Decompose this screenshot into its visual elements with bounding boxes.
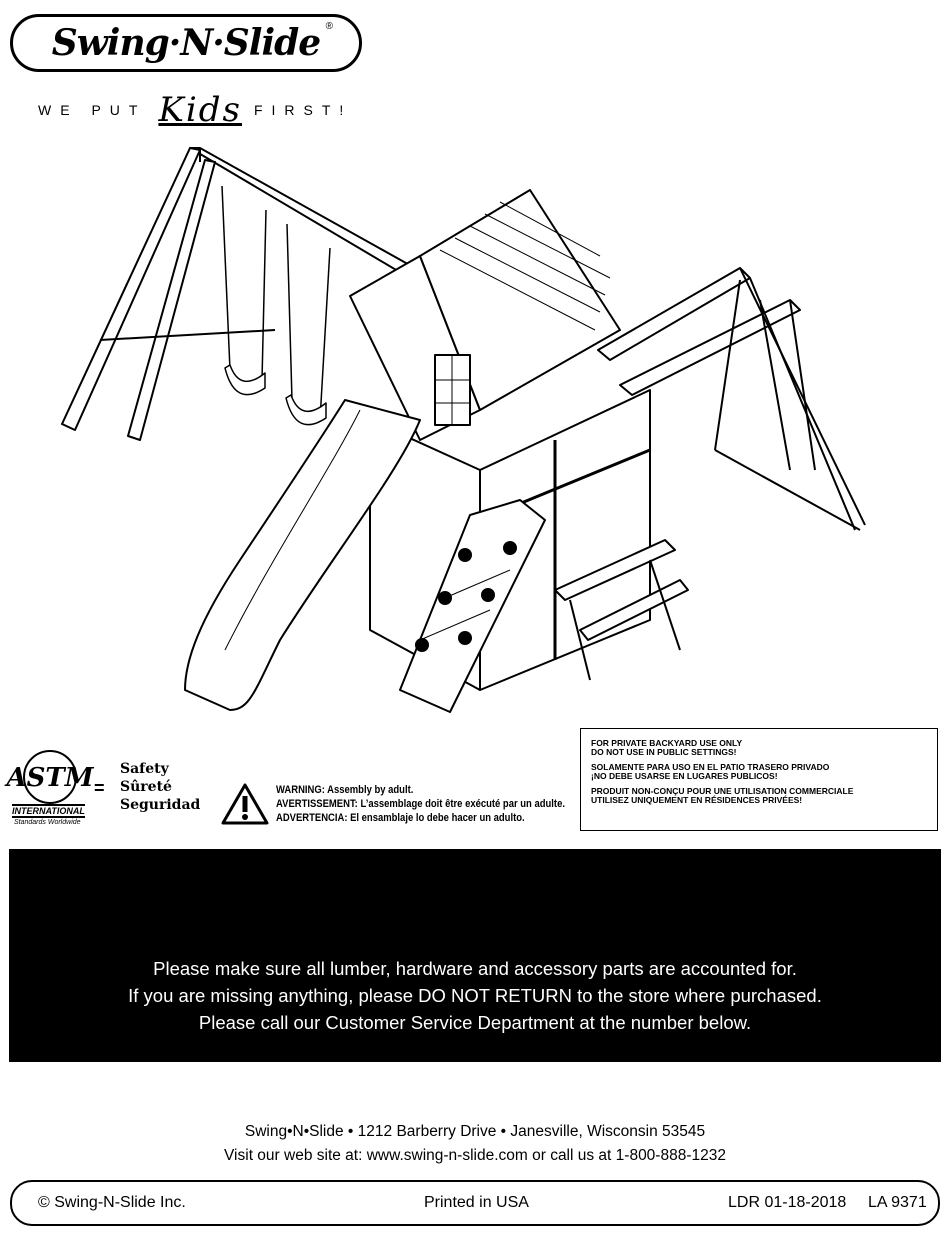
- parts-notice-banner: [9, 849, 941, 1062]
- registered-mark: ®: [325, 21, 333, 32]
- footer-copyright: © Swing-N-Slide Inc.: [38, 1194, 186, 1211]
- astm-subtitle: Standards Worldwide: [14, 819, 81, 826]
- footer-ldr: LDR 01-18-2018: [728, 1194, 847, 1211]
- warning-en: WARNING: Assembly by adult.: [276, 784, 414, 796]
- warning-es: ADVERTENCIA: El ensamblaje lo debe hacer un adulto.: [276, 812, 525, 824]
- banner-line-2: If you are missing anything, please DO NOT RETURN to the store where purchased.: [128, 985, 822, 1006]
- safety-fr: Sûreté: [120, 779, 172, 795]
- private-use-notice: [580, 728, 938, 831]
- brand-logo: [10, 14, 362, 72]
- footer-printed: Printed in USA: [424, 1194, 529, 1211]
- notice-fr-2: UTILISEZ UNIQUEMENT EN RÉSIDENCES PRIVÉES!: [591, 795, 803, 805]
- notice-en-1: FOR PRIVATE BACKYARD USE ONLY: [591, 738, 743, 748]
- footer-la: LA 9371: [868, 1194, 927, 1211]
- banner-line-3: Please call our Customer Service Department at the number below.: [198, 1012, 752, 1033]
- notice-en-2: DO NOT USE IN PUBLIC SETTINGS!: [591, 747, 737, 757]
- brand-name: Swing·N·Slide: [51, 22, 321, 64]
- tagline-kids: Kids: [158, 90, 242, 130]
- warning-fr: AVERTISSEMENT: L’assemblage doit être exécuté par un adulte.: [276, 798, 565, 810]
- tagline-pre: WE PUT: [38, 102, 147, 118]
- tagline-post: FIRST!: [253, 102, 353, 118]
- astm-logo-icon: [6, 748, 94, 806]
- warning-text: [276, 783, 565, 825]
- banner-line-1: Please make sure all lumber, hardware and accessory parts are accounted for.: [153, 958, 797, 979]
- exclamation-triangle-icon: [220, 782, 270, 826]
- notice-fr-1: PRODUIT NON-CONÇU POUR UNE UTILISATION COMMERCIALE: [591, 786, 854, 796]
- notice-es-2: ¡NO DEBE USARSE EN LUGARES PUBLICOS!: [591, 771, 778, 781]
- safety-words: [120, 760, 200, 814]
- notice-es-1: SOLAMENTE PARA USO EN EL PATIO TRASERO PRIVADO: [591, 762, 830, 772]
- astm-logo-text: ASTM: [6, 763, 94, 793]
- company-address: [0, 1120, 950, 1168]
- brand-tagline: [38, 90, 352, 130]
- playset-illustration: [0, 130, 950, 720]
- safety-es: Seguridad: [120, 797, 201, 813]
- address-line-2: Visit our web site at: www.swing-n-slide.com or call us at 1-800-888-1232: [224, 1147, 726, 1164]
- equals-sign: =: [94, 778, 105, 798]
- footer-bar: [10, 1180, 940, 1226]
- astm-org: INTERNATIONAL: [12, 806, 85, 816]
- safety-en: Safety: [120, 761, 169, 777]
- address-line-1: Swing•N•Slide • 1212 Barberry Drive • Janesville, Wisconsin 53545: [244, 1123, 706, 1140]
